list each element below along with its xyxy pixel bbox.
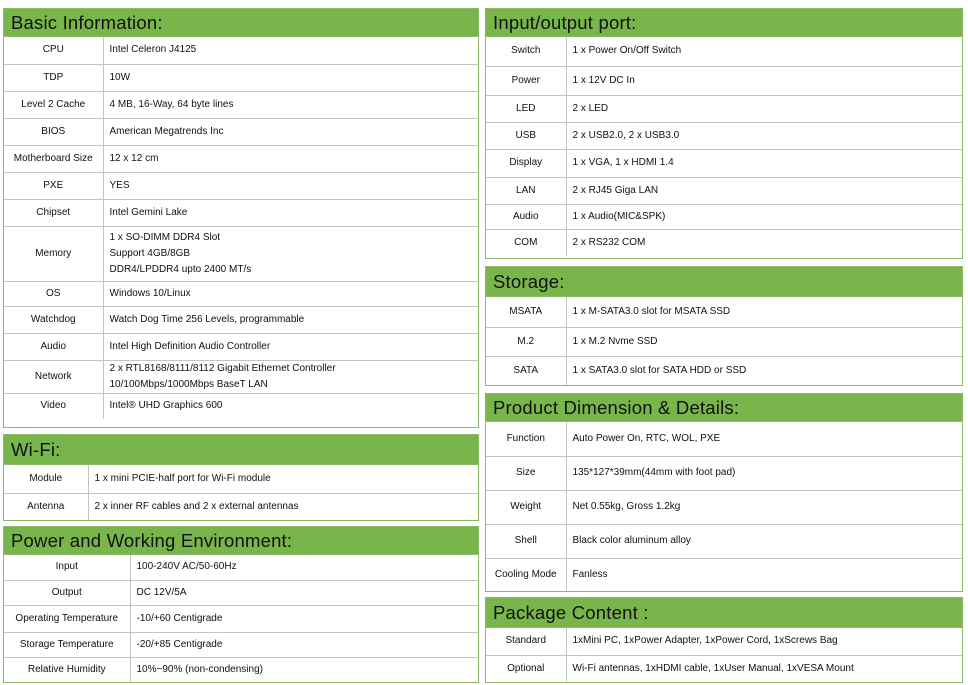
- spec-value-line: 2 x RJ45 Giga LAN: [572, 184, 659, 196]
- spec-value: [103, 172, 478, 199]
- spec-value-line: 1 x VGA, 1 x HDMI 1.4: [572, 157, 674, 168]
- spec-value-line: 100-240V AC/50-60Hz: [136, 561, 237, 573]
- spec-value-line: 2 x inner RF cables and 2 x external antennas: [94, 500, 299, 512]
- spec-table: [4, 465, 478, 520]
- spec-value-line: Intel Celeron J4125: [109, 44, 197, 56]
- table-row: [486, 122, 962, 149]
- table-row: [486, 297, 962, 327]
- table-row: [486, 490, 962, 524]
- spec-label: Cooling Mode: [486, 558, 566, 591]
- package-content-section: [485, 597, 963, 683]
- spec-value-line: Windows 10/Linux: [109, 287, 191, 299]
- table-row: [4, 360, 478, 393]
- table-row: [4, 37, 478, 64]
- table-row: [486, 177, 962, 204]
- table-row: [486, 422, 962, 456]
- spec-value: [103, 91, 478, 118]
- spec-value-line: Intel Gemini Lake: [109, 206, 188, 218]
- spec-label: Memory: [4, 226, 103, 281]
- spec-value: [103, 393, 478, 419]
- spec-value-line: 10W: [109, 71, 131, 83]
- spec-label: Weight: [486, 490, 566, 524]
- spec-label: LED: [486, 95, 566, 122]
- spec-value: [130, 580, 478, 605]
- spec-label: Size: [486, 456, 566, 490]
- spec-value-line: 1 x Power On/Off Switch: [572, 45, 682, 57]
- table-row: [4, 393, 478, 419]
- spec-value: [88, 493, 478, 520]
- spec-value-line: Auto Power On, RTC, WOL, PXE: [572, 432, 721, 444]
- spec-label: Display: [486, 149, 566, 177]
- table-row: [486, 149, 962, 177]
- table-row: [4, 145, 478, 172]
- spec-value-line: Intel® UHD Graphics 600: [109, 400, 223, 412]
- spec-value-line: Intel High Definition Audio Controller: [109, 340, 271, 352]
- spec-value: [103, 118, 478, 145]
- spec-value-line: 12 x 12 cm: [109, 152, 159, 164]
- table-row: [4, 333, 478, 360]
- spec-value: [130, 555, 478, 580]
- spec-label: Audio: [4, 333, 103, 360]
- section-title: Product Dimension & Details:: [486, 394, 962, 422]
- spec-value-line: DDR4/LPDDR4 upto 2400 MT/s: [109, 263, 252, 275]
- table-row: [4, 306, 478, 333]
- io-port-section: [485, 8, 963, 259]
- spec-value-line: 10/100Mbps/1000Mbps BaseT LAN: [109, 378, 268, 390]
- spec-value: [103, 64, 478, 91]
- table-row: [486, 229, 962, 256]
- table-row: [4, 605, 478, 632]
- spec-value-line: DC 12V/5A: [136, 586, 187, 598]
- spec-value: [566, 422, 962, 456]
- table-row: [486, 66, 962, 95]
- table-row: [486, 95, 962, 122]
- spec-label: CPU: [4, 37, 103, 64]
- spec-table: [486, 297, 962, 385]
- spec-label: Video: [4, 393, 103, 419]
- spec-value: [566, 456, 962, 490]
- spec-label: TDP: [4, 64, 103, 91]
- spec-value: [103, 199, 478, 226]
- spec-value: [566, 628, 962, 655]
- table-row: [4, 172, 478, 199]
- spec-value: [566, 177, 962, 204]
- spec-label: OS: [4, 281, 103, 306]
- spec-table: [486, 422, 962, 591]
- spec-label: Operating Temperature: [4, 605, 130, 632]
- spec-value: [566, 204, 962, 229]
- spec-value: [566, 37, 962, 66]
- spec-value: [566, 490, 962, 524]
- spec-value-line: American Megatrends Inc: [109, 125, 224, 137]
- spec-value-line: 1xMini PC, 1xPower Adapter, 1xPower Cord, 1xScrews Bag: [572, 635, 838, 647]
- table-row: [4, 580, 478, 605]
- table-row: [4, 226, 478, 281]
- spec-value-line: 1 x M.2 Nvme SSD: [572, 335, 658, 347]
- spec-value-line: Wi-Fi antennas, 1xHDMI cable, 1xUser Manual, 1xVESA Mount: [572, 662, 854, 674]
- spec-label: Watchdog: [4, 306, 103, 333]
- spec-value-line: 1 x Audio(MIC&SPK): [572, 210, 666, 222]
- spec-value: [566, 655, 962, 682]
- table-row: [486, 456, 962, 490]
- spec-value-line: 4 MB, 16-Way, 64 byte lines: [109, 98, 234, 110]
- spec-label: Chipset: [4, 199, 103, 226]
- basic-information-section: [3, 8, 479, 428]
- spec-label: Module: [4, 465, 88, 493]
- spec-value: [566, 229, 962, 256]
- spec-label: Motherboard Size: [4, 145, 103, 172]
- spec-value: [103, 306, 478, 333]
- spec-label: Level 2 Cache: [4, 91, 103, 118]
- spec-value-line: 2 x LED: [572, 102, 609, 114]
- storage-section: [485, 266, 963, 386]
- spec-value: [566, 558, 962, 591]
- spec-value: [103, 226, 478, 281]
- spec-value: [103, 333, 478, 360]
- table-row: [486, 524, 962, 558]
- product-dimension-section: [485, 393, 963, 592]
- table-row: [4, 632, 478, 657]
- spec-label: Switch: [486, 37, 566, 66]
- table-row: [4, 281, 478, 306]
- spec-value: [130, 657, 478, 682]
- spec-label: SATA: [486, 356, 566, 385]
- table-row: [4, 555, 478, 580]
- spec-label: Function: [486, 422, 566, 456]
- spec-label: LAN: [486, 177, 566, 204]
- spec-value: [566, 327, 962, 356]
- spec-value-line: 1 x M-SATA3.0 slot for MSATA SSD: [572, 305, 731, 317]
- spec-value-line: -10/+60 Centigrade: [136, 612, 223, 624]
- spec-label: Relative Humidity: [4, 657, 130, 682]
- spec-label: Input: [4, 555, 130, 580]
- wifi-section: [3, 434, 479, 521]
- spec-table: [4, 555, 478, 682]
- table-row: [486, 37, 962, 66]
- spec-label: Standard: [486, 628, 566, 655]
- spec-label: Storage Temperature: [4, 632, 130, 657]
- spec-value-line: 135*127*39mm(44mm with foot pad): [572, 467, 736, 478]
- spec-value: [566, 149, 962, 177]
- spec-label: Network: [4, 360, 103, 393]
- spec-value: [130, 632, 478, 657]
- spec-value: [103, 281, 478, 306]
- spec-value-line: Support 4GB/8GB: [109, 247, 191, 259]
- spec-label: Audio: [486, 204, 566, 229]
- spec-value: [103, 37, 478, 64]
- spec-value-line: 1 x 12V DC In: [572, 74, 635, 86]
- spec-value: [566, 356, 962, 385]
- spec-label: Output: [4, 580, 130, 605]
- spec-label: Antenna: [4, 493, 88, 520]
- spec-value-line: 2 x USB2.0, 2 x USB3.0: [572, 129, 680, 141]
- table-row: [4, 118, 478, 145]
- spec-label: USB: [486, 122, 566, 149]
- spec-value: [566, 66, 962, 95]
- spec-value-line: YES: [109, 179, 130, 191]
- spec-table: [486, 37, 962, 256]
- spec-value-line: Black color aluminum alloy: [572, 535, 691, 546]
- spec-label: PXE: [4, 172, 103, 199]
- table-row: [486, 356, 962, 385]
- spec-value-line: 1 x mini PCIE-half port for Wi-Fi module: [94, 472, 271, 484]
- spec-value: [566, 122, 962, 149]
- spec-table: [486, 628, 962, 682]
- spec-label: M.2: [486, 327, 566, 356]
- spec-label: Power: [486, 66, 566, 95]
- table-row: [4, 91, 478, 118]
- section-title: Wi-Fi:: [4, 435, 478, 465]
- table-row: [4, 465, 478, 493]
- section-title: Storage:: [486, 267, 962, 297]
- table-row: [4, 493, 478, 520]
- spec-value: [88, 465, 478, 493]
- table-row: [486, 628, 962, 655]
- spec-value-line: Watch Dog Time 256 Levels, programmable: [109, 313, 305, 325]
- table-row: [486, 655, 962, 682]
- table-row: [4, 199, 478, 226]
- spec-label: Shell: [486, 524, 566, 558]
- table-row: [486, 327, 962, 356]
- spec-table: [4, 37, 478, 419]
- section-title: Power and Working Environment:: [4, 527, 478, 555]
- table-row: [4, 657, 478, 682]
- power-environment-section: [3, 526, 479, 683]
- section-title: Input/output port:: [486, 9, 962, 37]
- spec-value: [566, 297, 962, 327]
- spec-value: [103, 145, 478, 172]
- spec-value: [566, 95, 962, 122]
- spec-value-line: 1 x SO-DIMM DDR4 Slot: [109, 231, 221, 243]
- spec-label: MSATA: [486, 297, 566, 327]
- spec-value-line: -20/+85 Centigrade: [136, 638, 223, 650]
- spec-value-line: 2 x RS232 COM: [572, 236, 646, 248]
- spec-value-line: 1 x SATA3.0 slot for SATA HDD or SSD: [572, 364, 747, 376]
- spec-value-line: 10%~90% (non-condensing): [136, 663, 263, 675]
- spec-value: [103, 360, 478, 393]
- table-row: [4, 64, 478, 91]
- spec-label: COM: [486, 229, 566, 256]
- section-title: Package Content :: [486, 598, 962, 628]
- spec-value-line: Fanless: [572, 568, 608, 580]
- spec-value: [130, 605, 478, 632]
- spec-value: [566, 524, 962, 558]
- spec-value-line: 2 x RTL8168/8111/8112 Gigabit Ethernet Controller: [109, 362, 336, 374]
- spec-label: Optional: [486, 655, 566, 682]
- table-row: [486, 204, 962, 229]
- section-title: Basic Information:: [4, 9, 478, 37]
- spec-label: BIOS: [4, 118, 103, 145]
- table-row: [486, 558, 962, 591]
- spec-value-line: Net 0.55kg, Gross 1.2kg: [572, 501, 681, 512]
